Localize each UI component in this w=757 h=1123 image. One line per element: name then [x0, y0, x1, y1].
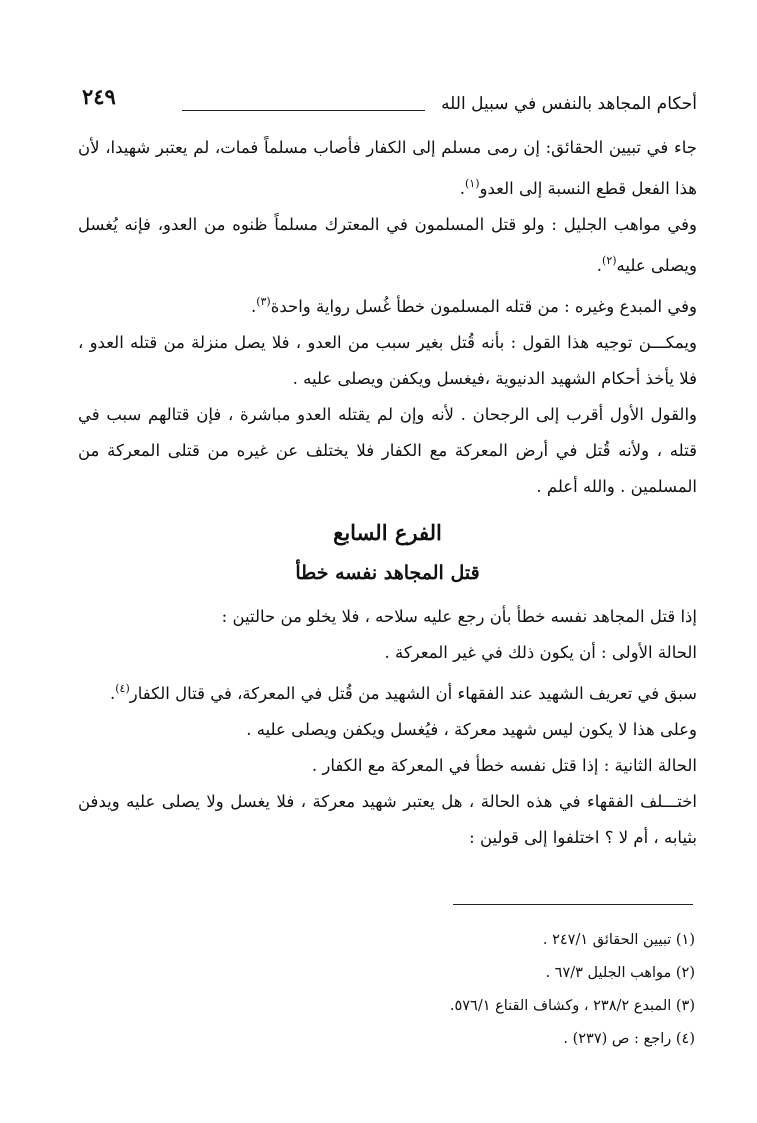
- section-title: الفرع السابع: [333, 520, 442, 545]
- footnote-marker: (١): [464, 177, 480, 190]
- paragraph: وعلى هذا لا يكون ليس شهيد معركة ، فيُغسل ويكفن ويصلى عليه .: [246, 720, 697, 739]
- paragraph: الحالة الأولى : أن يكون ذلك في غير المعركة .: [384, 643, 697, 662]
- paragraph: الحالة الثانية : إذا قتل نفسه خطأ في المعركة مع الكفار .: [311, 756, 697, 775]
- paragraph: اختـــلف الفقهاء في هذه الحالة ، هل يعتبر شهيد معركة ، فلا يغسل ولا يصلى عليه ويدفن بثيابه ، أم لا ؟ اختلفوا إلى قولين :: [78, 792, 697, 847]
- paragraph-end: .: [110, 684, 116, 703]
- footnote: (٤) راجع : ص (٢٣٧) .: [563, 1031, 695, 1047]
- paragraph: ويمكـــن توجيه هذا القول : بأنه قُتل بغير سبب من العدو ، فلا يصل منزلة من قتله العدو ، فلا يأخذ أحكام الشهيد الدنيوية ،فيغسل ويكفن ويصلى عليه .: [78, 333, 697, 388]
- running-title: أحكام المجاهد بالنفس في سبيل الله: [441, 94, 697, 114]
- paragraph-end: .: [459, 179, 465, 198]
- paragraph: [78, 671, 697, 712]
- paragraph: إذا قتل المجاهد نفسه خطأ بأن رجع عليه سلاحه ، فلا يخلو من حالتين :: [221, 607, 697, 626]
- paragraph-text: سبق في تعريف الشهيد عند الفقهاء أن الشهيد من قُتل في المعركة، في قتال الكفار: [129, 684, 697, 703]
- paragraph-end: .: [596, 256, 603, 275]
- page-header: [82, 84, 697, 124]
- paragraph-text: وفي المبدع وغيره : من قتله المسلمون خطأ غُسل رواية واحدة: [270, 297, 697, 316]
- paragraph: [78, 207, 697, 284]
- section-subtitle: قتل المجاهد نفسه خطأ: [295, 562, 480, 584]
- footnote: (٢) مواهب الجليل ٦٧/٣ .: [545, 965, 695, 981]
- paragraph-text: وفي مواهب الجليل : ولو قتل المسلمون في المعترك مسلماً ظنوه من العدو، فإنه يُغسل ويصلى عليه: [78, 215, 697, 275]
- footnote-marker: (٣): [256, 295, 271, 308]
- footnote: (٣) المبدع ٢٣٨/٢ ، وكشاف القناع ٥٧٦/١.: [449, 998, 695, 1014]
- paragraph: [78, 130, 697, 207]
- footnote-separator: [453, 904, 693, 905]
- page-body: [78, 130, 697, 856]
- footnotes: [75, 924, 695, 1056]
- paragraph: والقول الأول أقرب إلى الرجحان . لأنه وإن لم يقتله العدو مباشرة ، فإن قتالهم سبب في قتله ، ولأنه قُتل في أرض المعركة مع الكفار فلا يختلف عن غيره من قتلى المعركة من المسلمين . والله أعلم .: [78, 405, 697, 496]
- page-number: ٢٤٩: [82, 84, 116, 109]
- footnote-marker: (٤): [115, 682, 130, 695]
- footnote: (١) تبيين الحقائق ٢٤٧/١ .: [542, 932, 695, 948]
- footnote-marker: (٢): [602, 254, 617, 267]
- paragraph-end: .: [250, 297, 257, 316]
- paragraph: [78, 284, 697, 325]
- header-rule: [182, 110, 425, 111]
- paragraph-text: جاء في تبيين الحقائق: إن رمى مسلم إلى الكفار فأصاب مسلماً فمات، لم يعتبر شهيدا، لأن هذا الفعل قطع النسبة إلى العدو: [78, 138, 697, 198]
